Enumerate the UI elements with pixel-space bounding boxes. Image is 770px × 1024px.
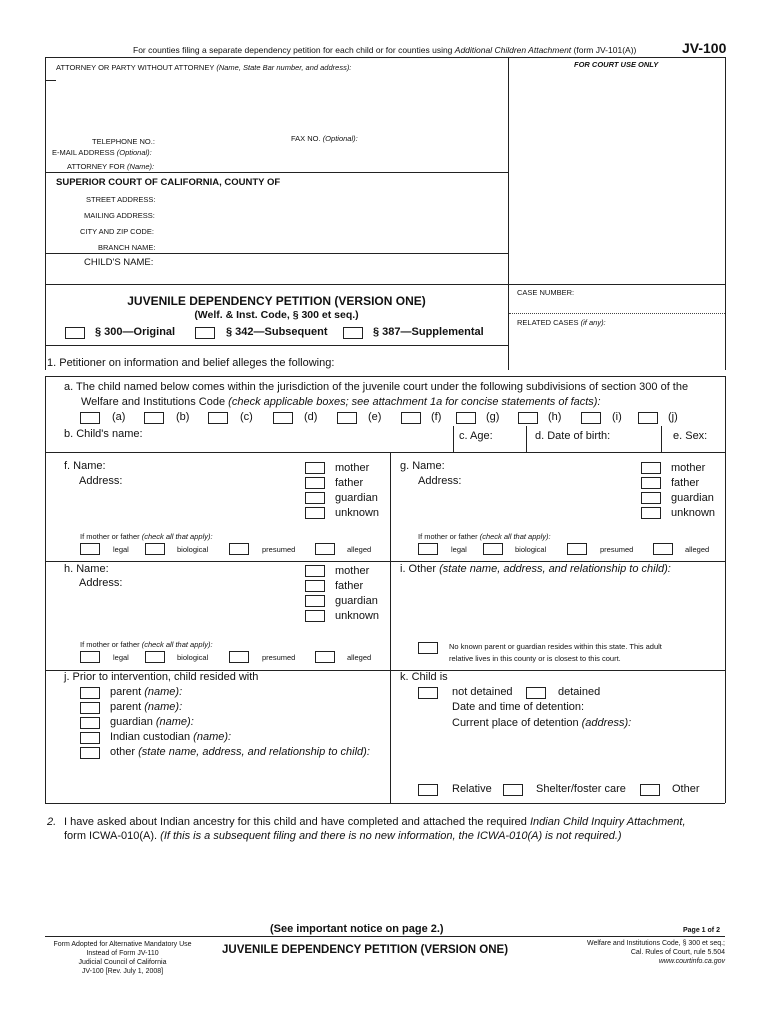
detained-checkbox[interactable] [526,687,546,699]
subdivision-h-checkbox[interactable] [518,412,538,424]
g-biological-label: biological [515,545,547,554]
not-detained-checkbox[interactable] [418,687,438,699]
subdivision-f-checkbox[interactable] [401,412,421,424]
item2-number: 2. [47,816,57,828]
h-unknown-label: unknown [335,610,380,622]
j-parent1-checkbox[interactable] [80,687,100,699]
item1-label: 1. Petitioner on information and belief alleges the following: [47,357,335,369]
childs-name-field-label: b. Child's name: [64,428,143,440]
j-custodian-label: Indian custodian (name): [110,731,232,743]
email-label: E-MAIL ADDRESS (Optional): [52,148,152,157]
g-legal-label: legal [451,545,467,554]
h-mother-label: mother [335,565,370,577]
f-legal-label: legal [113,545,129,554]
h-father-label: father [335,580,364,592]
subdivision-d-label: (d) [304,411,318,423]
item2-line1: I have asked about Indian ancestry for this child and have completed and attached the required Indian Child Inquiry Attachment, [64,816,686,828]
g-guardian-checkbox[interactable] [641,492,661,504]
case-number-label: CASE NUMBER: [517,288,575,297]
f-presumed-checkbox[interactable] [229,543,249,555]
g-alleged-checkbox[interactable] [653,543,673,555]
h-father-checkbox[interactable] [305,580,325,592]
adopted-line: Judicial Council of California [78,959,167,966]
original-label: § 300—Original [95,326,176,338]
f-unknown-checkbox[interactable] [305,507,325,519]
box-left [45,376,46,803]
h-legal-checkbox[interactable] [80,651,100,663]
h-address-label: Address: [79,577,123,589]
g-address-label: Address: [418,475,462,487]
subdivision-g-label: (g) [486,411,500,423]
subdivision-h-label: (h) [548,411,562,423]
f-mother-label: mother [335,462,370,474]
h-legal-label: legal [113,653,129,662]
age-divider [453,426,454,452]
g-unknown-checkbox[interactable] [641,507,661,519]
item2-line2: form ICWA-010(A). (If this is a subsequent filing and there is no new information, the ICWA-010(A) is not required.) [64,830,622,842]
court-url[interactable]: www.courtinfo.ca.gov [658,958,725,965]
h-presumed-label: presumed [262,653,296,662]
subdivision-e-label: (e) [368,411,382,423]
no-parent-line1: No known parent or guardian resides within this state. This adult [449,642,662,651]
row-b-rule [45,452,725,453]
notice: (See important notice on page 2.) [270,923,444,935]
g-legal-checkbox[interactable] [418,543,438,555]
subdivision-a-checkbox[interactable] [80,412,100,424]
item-a-line1: a. The child named below comes within the jurisdiction of the juvenile court under the following subdivisions of section 300 of the [64,381,689,393]
j-guardian-checkbox[interactable] [80,717,100,729]
f-father-checkbox[interactable] [305,477,325,489]
subsequent-checkbox[interactable] [195,327,215,339]
f-address-label: Address: [79,475,123,487]
left-border [45,57,46,370]
subdivision-b-label: (b) [176,411,190,423]
court-title: SUPERIOR COURT OF CALIFORNIA, COUNTY OF [56,177,281,188]
g-alleged-label: alleged [685,545,710,554]
g-if-mf-label: If mother or father (check all that apply): [418,532,551,541]
petition-rule [45,345,508,346]
case-dotted-rule [509,313,725,314]
f-mother-checkbox[interactable] [305,462,325,474]
f-presumed-label: presumed [262,545,296,554]
h-biological-checkbox[interactable] [145,651,165,663]
f-unknown-label: unknown [335,507,380,519]
code-line: Cal. Rules of Court, rule 5.504 [630,949,725,956]
j-guardian-label: guardian (name): [110,716,194,728]
subdivision-j-label: (j) [668,411,678,423]
not-detained-label: not detained [452,686,513,698]
f-alleged-checkbox[interactable] [315,543,335,555]
subdivision-i-label: (i) [612,411,622,423]
g-name-label: g. Name: [400,460,445,472]
box-bottom [45,803,725,804]
adopted-line: JV-100 [Rev. July 1, 2008] [81,968,164,975]
h-presumed-checkbox[interactable] [229,651,249,663]
h-mother-checkbox[interactable] [305,565,325,577]
mailing-label: MAILING ADDRESS: [84,211,155,220]
relative-checkbox[interactable] [418,784,438,796]
no-parent-checkbox[interactable] [418,642,438,654]
j-parent1-label: parent (name): [110,686,183,698]
g-guardian-label: guardian [671,492,714,504]
h-name-label: h. Name: [64,563,109,575]
f-legal-checkbox[interactable] [80,543,100,555]
j-parent2-checkbox[interactable] [80,702,100,714]
h-guardian-checkbox[interactable] [305,595,325,607]
g-father-label: father [671,477,700,489]
petition-code: (Welf. & Inst. Code, § 300 et seq.) [194,309,359,321]
childs-name-label: CHILD'S NAME: [84,257,154,268]
j-label: j. Prior to intervention, child resided with [64,671,259,683]
subdivision-g-checkbox[interactable] [456,412,476,424]
subsequent-label: § 342—Subsequent [226,326,328,338]
page-number: Page 1 of 2 [683,927,720,934]
court-use-label: FOR COURT USE ONLY [574,60,659,69]
f-biological-label: biological [177,545,209,554]
g-unknown-label: unknown [671,507,716,519]
g-mother-checkbox[interactable] [641,462,661,474]
box-right [725,376,726,803]
subdivision-e-checkbox[interactable] [337,412,357,424]
subdivision-f-label: (f) [431,411,442,423]
j-parent2-label: parent (name): [110,701,183,713]
f-if-mf-label: If mother or father (check all that apply): [80,532,213,541]
subdivision-j-checkbox[interactable] [638,412,658,424]
subdivision-b-checkbox[interactable] [144,412,164,424]
j-custodian-checkbox[interactable] [80,732,100,744]
street-label: STREET ADDRESS: [86,195,156,204]
shelter-checkbox[interactable] [503,784,523,796]
h-biological-label: biological [177,653,209,662]
detention-place-label: Current place of detention (address): [452,717,632,729]
box-top [45,376,725,377]
fh-rule [45,561,725,562]
item-a-line2: Welfare and Institutions Code (check applicable boxes; see attachment 1a for concise statements of facts): [81,396,601,408]
shelter-label: Shelter/foster care [536,783,626,795]
k-other-label: Other [672,783,700,795]
code-line: Welfare and Institutions Code, § 300 et seq.; [586,940,725,947]
code-block [540,939,725,966]
subdivision-d-checkbox[interactable] [273,412,293,424]
case-rule [45,284,725,285]
subdivision-a-label: (a) [112,411,126,423]
adopted-block [45,940,200,976]
f-name-label: f. Name: [64,460,106,472]
branch-rule [45,253,508,254]
adopted-line: Form Adopted for Alternative Mandatory Use [53,941,192,948]
f-father-label: father [335,477,364,489]
j-other-label: other (state name, address, and relationship to child): [110,746,370,758]
related-cases-label: RELATED CASES (if any): [517,318,606,327]
petition-title: JUVENILE DEPENDENCY PETITION (VERSION ONE) [127,294,426,308]
k-label: k. Child is [400,671,448,683]
sex-divider [661,426,662,452]
footer-rule [45,936,725,937]
j-other-checkbox[interactable] [80,747,100,759]
supplemental-checkbox[interactable] [343,327,363,339]
header-rule [45,57,725,58]
original-checkbox[interactable] [65,327,85,339]
fax-label: FAX NO. (Optional): [291,134,358,143]
g-father-checkbox[interactable] [641,477,661,489]
telephone-label: TELEPHONE NO.: [92,137,155,146]
subdivision-c-checkbox[interactable] [208,412,228,424]
jk-divider [390,671,391,803]
k-other-checkbox[interactable] [640,784,660,796]
f-guardian-label: guardian [335,492,378,504]
attorney-label: ATTORNEY OR PARTY WITHOUT ATTORNEY (Name, State Bar number, and address): [56,63,352,72]
h-if-mf-label: If mother or father (check all that apply): [80,640,213,649]
i-other-label: i. Other (state name, address, and relationship to child): [400,563,671,575]
attorney-rule [45,172,508,173]
subdivision-c-label: (c) [240,411,253,423]
age-label: c. Age: [459,430,493,442]
f-alleged-label: alleged [347,545,372,554]
f-guardian-checkbox[interactable] [305,492,325,504]
h-alleged-checkbox[interactable] [315,651,335,663]
no-parent-line2: relative lives in this county or is closest to this court. [449,654,621,663]
f-biological-checkbox[interactable] [145,543,165,555]
header-note: For counties filing a separate dependency petition for each child or for counties using Additional Children Attachment (form JV-101(A)) [133,45,637,55]
h-alleged-label: alleged [347,653,372,662]
g-mother-label: mother [671,462,706,474]
g-presumed-checkbox[interactable] [567,543,587,555]
g-presumed-label: presumed [600,545,634,554]
city-label: CITY AND ZIP CODE: [80,227,154,236]
dob-divider [526,426,527,452]
sex-label: e. Sex: [673,430,708,442]
g-biological-checkbox[interactable] [483,543,503,555]
right-border [725,57,726,370]
detained-label: detained [558,686,601,698]
subdivision-i-checkbox[interactable] [581,412,601,424]
relative-label: Relative [452,783,492,795]
court-use-divider [508,57,509,370]
form-id: JV-100 [682,40,727,56]
attorney-mark [46,80,56,81]
detention-date-label: Date and time of detention: [452,701,585,713]
attorney-for-label: ATTORNEY FOR (Name): [67,162,155,171]
h-guardian-label: guardian [335,595,378,607]
footer-title: JUVENILE DEPENDENCY PETITION (VERSION ONE) [222,944,509,956]
dob-label: d. Date of birth: [535,430,611,442]
branch-label: BRANCH NAME: [98,243,156,252]
h-unknown-checkbox[interactable] [305,610,325,622]
adopted-line: Instead of Form JV-110 [86,950,159,957]
supplemental-label: § 387—Supplemental [373,326,484,338]
